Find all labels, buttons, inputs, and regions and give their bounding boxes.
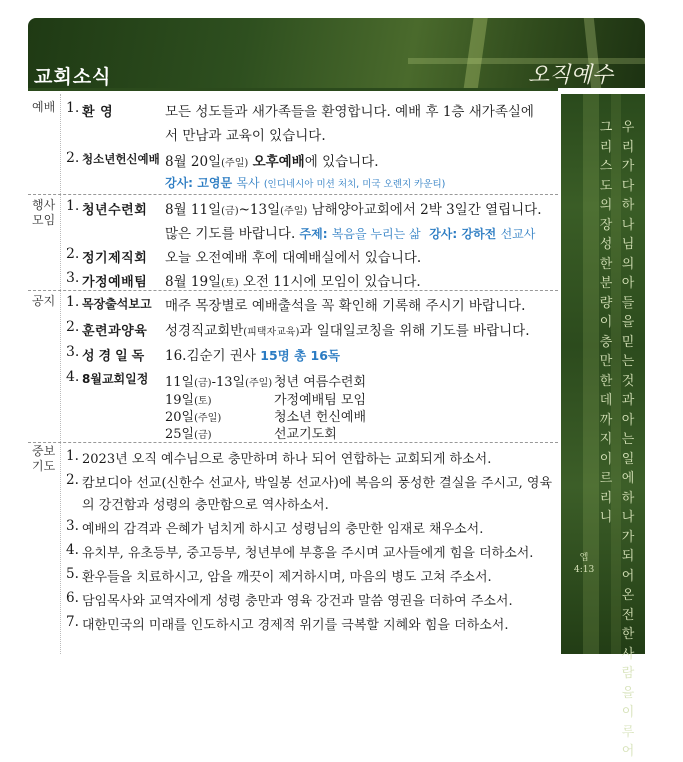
worship-2-speaker-name: 고영문 xyxy=(197,176,233,190)
banner-cross-vertical xyxy=(461,18,489,88)
event-3-heading: 가정예배팀 xyxy=(82,275,148,290)
event-1-line1 xyxy=(165,198,542,218)
prayer-6-text: 담임목사와 교역자에게 성령 충만과 영육 강건과 말씀 영권을 더하여 주소서. xyxy=(82,594,513,609)
event-1-speaker-name: 강하전 xyxy=(461,227,497,241)
label-column-divider xyxy=(60,94,61,654)
worship-2-rest: 에 있습니다. xyxy=(304,154,379,170)
notice-3-reader: 16.김순기 권사 xyxy=(165,348,261,364)
notice-2-heading: 훈련과양육 xyxy=(82,324,148,339)
section-label-events: 행사 모임 xyxy=(32,198,56,227)
schedule-date xyxy=(165,423,212,442)
event-2-text: 오늘 오전예배 후에 대예배실에서 있습니다. xyxy=(165,250,422,266)
worship-2-speaker xyxy=(165,174,445,191)
notice-3-heading: 성경일독 xyxy=(82,349,149,364)
worship-2-text xyxy=(165,150,379,170)
prayer-1-number: 1. xyxy=(66,448,79,464)
notice-1-text: 매주 목장별로 예배출석을 꼭 확인해 기록해 주시기 바랍니다. xyxy=(165,298,526,314)
scripture-reference xyxy=(574,552,594,576)
schedule-event: 가정예배팀 모임 xyxy=(274,393,367,408)
scripture-column-2: 그리스도의장성한분량이충만한데까지이르리니 xyxy=(599,120,613,525)
worship-1-line2: 서 만남과 교육이 있습니다. xyxy=(165,128,326,144)
event-1-line2 xyxy=(165,222,535,242)
notice-1-heading: 목장출석보고 xyxy=(82,297,152,311)
event-1-number: 1. xyxy=(66,198,80,214)
logo: 오직예수 xyxy=(528,63,614,88)
worship-2-heading: 청소년헌신예배 xyxy=(82,152,160,166)
section-divider xyxy=(28,290,558,291)
notice-1-number: 1. xyxy=(66,294,80,310)
worship-2-service: 오후예배 xyxy=(252,154,305,170)
prayer-1-text: 2023년 오직 예수님으로 충만하며 하나 되어 연합하는 교회되게 하소서. xyxy=(82,452,492,467)
prayer-3-number: 3. xyxy=(66,518,79,534)
notice-3-number: 3. xyxy=(66,344,80,360)
event-2-heading: 정기제직회 xyxy=(82,251,148,266)
schedule-event: 청소년 헌신예배 xyxy=(274,410,367,425)
event-1-theme-label: 주제: xyxy=(299,227,328,241)
event-1-speaker-title: 선교사 xyxy=(500,227,536,241)
schedule-day-num: 11일 xyxy=(165,375,195,390)
worship-2-speaker-title: 목사 xyxy=(236,176,260,190)
prayer-3-text: 예배의 감격과 은혜가 넘치게 하시고 성령님의 충만한 임재로 채우소서. xyxy=(82,522,484,537)
schedule-day-num: 25일 xyxy=(165,427,195,442)
notice-3-count: 15명 총 16독 xyxy=(260,348,340,363)
section-divider xyxy=(28,194,558,195)
prayer-2-text: 캄보디아 선교(신한수 선교사, 박일봉 선교사)에 복음의 풍성한 결실을 주시고, 영육 xyxy=(82,476,553,491)
worship-1-heading: 환 영 xyxy=(82,105,114,120)
event-1-date1: 8월 11일 xyxy=(165,202,222,218)
event-1-speaker-label: 강사: xyxy=(429,227,458,241)
schedule-day-num: 19일 xyxy=(165,393,195,408)
event-1-rest: 남해양아교회에서 2박 3일간 열립니다. xyxy=(307,202,542,218)
page-title: 교회소식 xyxy=(34,66,112,88)
schedule-event: 청년 여름수련회 xyxy=(274,375,367,390)
notice-2-text xyxy=(165,319,530,339)
worship-2-number: 2. xyxy=(66,150,80,166)
schedule-weekday: (금) xyxy=(194,378,212,389)
event-3-date: 8월 19일 xyxy=(165,274,222,290)
prayer-5-number: 5. xyxy=(66,566,79,582)
prayer-2-text-line2: 의 강건함과 성령의 충만함으로 역사하소서. xyxy=(82,498,329,513)
scripture-panel xyxy=(561,94,645,759)
notice-4-heading: 8월교회일정 xyxy=(82,372,149,386)
worship-2-speaker-label: 강사: xyxy=(165,176,193,190)
event-1-day1: (금) xyxy=(221,206,239,217)
event-1-day2: (주일) xyxy=(280,206,308,217)
schedule-event: 선교기도회 xyxy=(274,427,337,442)
notice-2-class: 성경직교회반 xyxy=(165,323,244,339)
prayer-2-number: 2. xyxy=(66,472,79,488)
notice-2-and: 과 xyxy=(299,323,317,339)
scripture-book: 엡 xyxy=(579,553,589,563)
section-divider xyxy=(28,442,558,443)
header-banner xyxy=(28,18,645,88)
schedule-weekday: (금) xyxy=(194,430,212,441)
event-1-theme: 복음을 누리는 삶 xyxy=(331,227,421,241)
event-3-text xyxy=(165,270,421,290)
schedule-weekday: (토) xyxy=(194,396,212,407)
event-1-heading: 청년수련회 xyxy=(82,203,148,218)
notice-2-rest: 을 위해 기도를 바랍니다. xyxy=(381,323,530,339)
scripture-column-1: 우리가다하나님의아들을믿는것과아는일에하나가되어온전한사람을이루어 xyxy=(621,120,635,759)
schedule-weekday-2: (주일) xyxy=(245,378,273,389)
prayer-4-text: 유치부, 유초등부, 중고등부, 청년부에 부흥을 주시며 교사들에게 힘을 더하소서. xyxy=(82,546,534,561)
section-label-worship: 예배 xyxy=(32,100,56,114)
notice-4-number: 4. xyxy=(66,369,80,385)
event-3-number: 3. xyxy=(66,270,80,286)
schedule-weekday: (주일) xyxy=(194,413,222,424)
prayer-5-text: 환우들을 치료하시고, 암을 깨끗이 제거하시며, 마음의 병도 고쳐 주소서. xyxy=(82,570,492,585)
notice-2-class-note: (피택자교육) xyxy=(243,327,300,338)
event-3-rest: 오전 11시에 모임이 있습니다. xyxy=(238,274,421,290)
worship-2-date: 8월 20일 xyxy=(165,154,222,170)
worship-2-speaker-note: (인디네시아 미션 처치, 미국 오렌지 카운티) xyxy=(263,179,446,190)
event-1-date2: ~13일 xyxy=(238,202,281,218)
prayer-6-number: 6. xyxy=(66,590,79,606)
section-label-prayer: 중보 기도 xyxy=(32,444,56,473)
worship-2-day: (주일) xyxy=(221,158,249,169)
worship-1-line1: 모든 성도들과 새가족들을 환영합니다. 예배 후 1층 새가족실에 xyxy=(165,104,534,120)
notice-2-number: 2. xyxy=(66,319,80,335)
schedule-date xyxy=(165,371,272,390)
notice-2-coaching: 일대일코칭 xyxy=(316,323,382,339)
event-3-day: (토) xyxy=(221,278,239,289)
prayer-4-number: 4. xyxy=(66,542,79,558)
worship-1-number: 1. xyxy=(66,100,80,116)
scripture-verse: 4:13 xyxy=(574,565,595,575)
notice-3-text xyxy=(165,344,340,364)
event-1-request: 많은 기도를 바랍니다. xyxy=(165,226,296,242)
header-underline xyxy=(28,88,558,91)
prayer-7-text: 대한민국의 미래를 인도하시고 경제적 위기를 극복할 지혜와 힘을 더하소서. xyxy=(82,618,509,633)
section-label-notice: 공지 xyxy=(32,294,56,308)
prayer-7-number: 7. xyxy=(66,614,79,630)
schedule-day-num: 20일 xyxy=(165,410,195,425)
event-2-number: 2. xyxy=(66,246,80,262)
schedule-day-num-2: -13일 xyxy=(211,375,246,390)
